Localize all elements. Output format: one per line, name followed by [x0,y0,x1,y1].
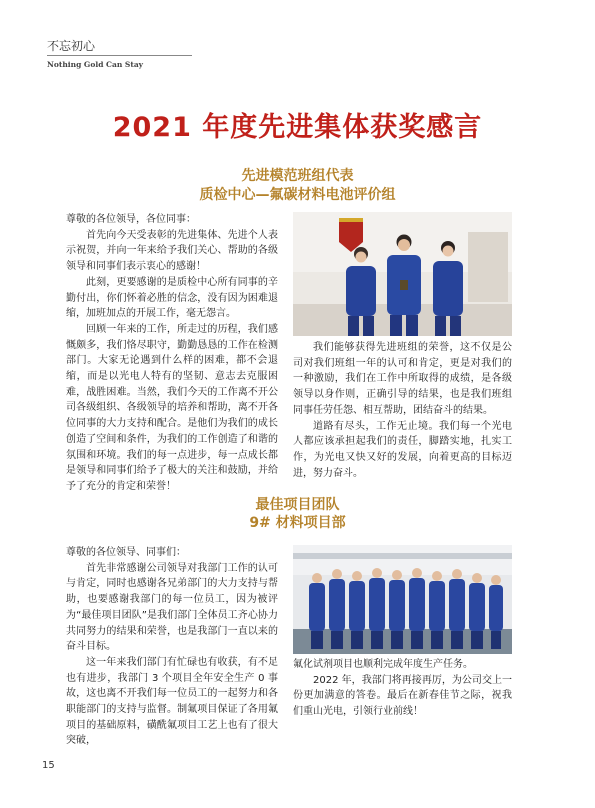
team-photo-battery-group [293,212,512,336]
section1-paragraph: 此刻，更要感谢的是质检中心所有同事的辛勤付出，你们怀着必胜的信念，没有因为困难退缩，加班加点的开展工作，毫无怨言。 [66,276,278,320]
section2-title-line2: 9# 材料项目部 [249,515,346,531]
section1-right-text [293,340,512,481]
section2-paragraph: 氟化试剂项目也顺利完成年度生产任务。 [293,659,473,670]
section1-greeting: 尊敬的各位领导，各位同事： [66,214,196,225]
section1-paragraph: 首先向今天受表彰的先进集体、先进个人表示祝贺，并向一年来给予我们关心、帮助的各级领导和同事们表示衷心的感谢！ [66,229,278,273]
section1-paragraph: 我们能够获得先进班组的荣誉，这不仅是公司对我们班组一年的认可和肯定，更是对我们的一种激励，我们在工作中所取得的成绩，是各级领导以身作则，正确引导的结果，也是我们班组同事任劳任怨、相互帮助，团结奋斗的结果。 [293,342,512,416]
section2-paragraph: 首先非常感谢公司领导对我部门工作的认可与肯定，同时也感谢各兄弟部门的大力支持与帮助，也要感谢我部门的每一位员工，因为被评为“最佳项目团队”是我们部门全体员工齐心协力共同努力的结果和荣誉，也是我部门一直以来的奋斗目标。 [66,562,278,653]
section1-left-text [66,212,278,495]
section2-left-text [66,545,278,749]
header-subtitle: Nothing Gold Can Stay [47,60,144,69]
section2-right-text [293,657,512,720]
section1-title-line1: 先进模范班组代表 [241,168,354,184]
section1-paragraph: 回顾一年来的工作，所走过的历程，我们感慨颇多，我们恪尽职守，勤勤恳恳的工作在检测部门。大家无论遇到什么样的困难，都不会退缩，而是以光电人特有的坚韧、意志去克服困难，战胜困难。当然，我们今天的工作离不开公司各级组织、各级领导的培养和帮助，离不开各位同事的大力支持和配合。是他们为我们的成长创造了空间和条件，为我们的工作创造了和谐的氛围和环境。我们的每一点进步，每一点成长都是领导和同事们给予了极大的关注和鼓励，并给予了充分的肯定和荣誉！ [66,323,278,492]
page-title: 2021 年度先进集体获奖感言 [112,112,483,143]
header-title: 不忘初心 [47,39,96,53]
section1-paragraph: 道路有尽头，工作无止境。我们每一个光电人都应该承担起我们的责任，脚踏实地，扎实工作，为光电又快又好的发展，向着更高的目标迈进，努力奋斗。 [293,420,512,479]
header-divider [47,55,192,56]
section2-paragraph: 2022 年，我部门将再接再厉，为公司交上一份更加满意的答卷。最后在新春佳节之际，祝我们重山光电，引领行业前线！ [293,674,512,718]
section2-greeting: 尊敬的各位领导、同事们： [66,547,186,558]
page-number: 15 [42,760,55,771]
section2-paragraph: 这一年来我们部门有忙碌也有收获，有不足也有进步，我部门 3 个项目全年安全生产 0 事故，这也离不开我们每一位员工的一起努力和各职能部门的支持与监督。制氟项目保证了各用氟项目的基础原料，磺酰氟项目工艺上也有了很大突破， [66,656,278,747]
section1-title-line2: 质检中心—氟碳材料电池评价组 [199,187,396,203]
section2-title-line1: 最佳项目团队 [255,497,340,513]
team-photo-materials-project [293,545,512,654]
